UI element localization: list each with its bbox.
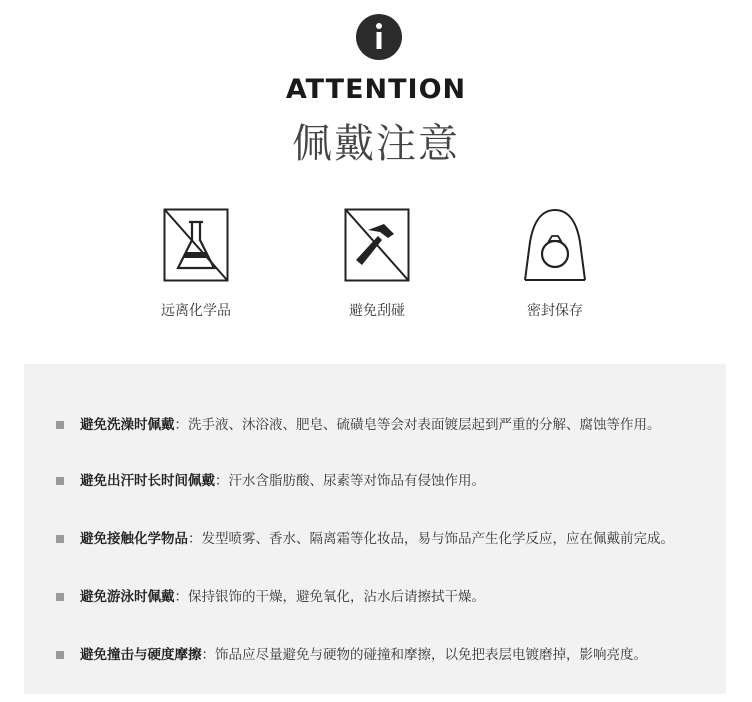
icon-label-no-chemicals: 远离化学品 [161,303,231,319]
no-chemicals-icon [163,208,229,282]
bullet-marker [56,651,64,659]
tip-text: ：保持银饰的干燥，避免氧化，沾水后请擦拭干燥。 [174,589,485,605]
title-english: ATTENTION [285,74,467,105]
icon-label-no-scratch: 避免刮碰 [349,303,405,319]
bullet-marker [56,477,64,485]
notes-panel [24,364,726,694]
tip-text: ：洗手液、沐浴液、肥皂、硫磺皂等会对表面镀层起到严重的分解、腐蚀等作用。 [174,417,661,433]
tip-text: ：发型喷雾、香水、隔离霜等化妆品，易与饰品产生化学反应，应在佩戴前完成。 [188,531,674,547]
bullet-marker [56,593,64,601]
tip-text: ：饰品应尽量避免与硬物的碰撞和摩擦，以免把表层电镀磨掉，影响亮度。 [201,647,647,663]
tip-text: ：汗水含脂肪酸、尿素等对饰品有侵蚀作用。 [215,473,485,489]
list-item [80,644,700,666]
no-scratch-icon [344,208,410,282]
tip-title: 避免接触化学物品 [80,531,188,547]
list-item [80,528,700,550]
list-item [80,414,700,436]
title-chinese: 佩戴注意 [292,121,460,167]
list-item [80,470,700,492]
bullet-marker [56,421,64,429]
tip-title: 避免撞击与硬度摩擦 [80,647,202,663]
tip-title: 避免游泳时佩戴 [80,589,175,605]
icon-label-sealed-storage: 密封保存 [527,303,583,319]
tip-title: 避免出汗时长时间佩戴 [80,473,215,489]
tip-title: 避免洗澡时佩戴 [80,417,175,433]
info-icon [356,14,402,60]
list-item [80,586,700,608]
sealed-storage-icon [522,208,588,282]
bullet-marker [56,535,64,543]
